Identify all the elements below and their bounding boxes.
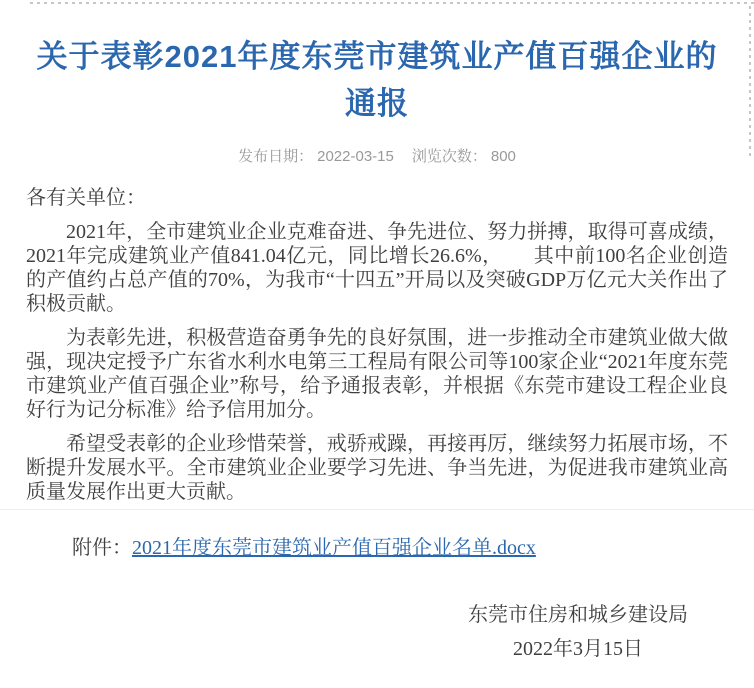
notice-body (26, 186, 728, 504)
paragraph-2: 为表彰先进，积极营造奋勇争先的良好氛围，进一步推动全市建筑业做大做强，现决定授予广东省水利水电第三工程局有限公司等100家企业“2021年度东莞市建筑业产值百强企业”称号，给予通报表彰，并根据《东莞市建设工程企业良好行为记分标准》给予信用加分。 (26, 326, 728, 421)
paragraph-3: 希望受表彰的企业珍惜荣誉，戒骄戒躁，再接再厉，继续努力拓展市场，不断提升发展水平。全市建筑业企业要学习先进、争当先进，为促进我市建筑业高质量发展作出更大贡献。 (26, 432, 728, 503)
attachment-link[interactable]: 2021年度东莞市建筑业产值百强企业名单.docx (132, 536, 536, 559)
salutation: 各有关单位： (26, 186, 146, 209)
attachment-row (26, 535, 728, 561)
publish-date-label: 发布日期： (238, 147, 314, 165)
signature-block (26, 603, 728, 661)
right-dashed-border (749, 6, 751, 156)
page-title-line-2: 通报 (345, 86, 409, 121)
signature-agency: 东莞市住房和城乡建设局 (468, 603, 688, 626)
signature-inner (468, 603, 688, 661)
section-divider (0, 509, 754, 510)
meta-line (26, 148, 728, 166)
page-title (26, 33, 728, 127)
page-title-line-1: 关于表彰2021年度东莞市建筑业产值百强企业的 (36, 39, 718, 74)
publish-date-value: 2022-03-15 (317, 147, 394, 165)
views-label: 浏览次数： (411, 147, 487, 165)
notice-content (0, 33, 754, 661)
views-value: 800 (490, 147, 516, 165)
top-dashed-border (30, 2, 754, 4)
paragraph-1: 2021年，全市建筑业企业克难奋进、争先进位、努力拼搏，取得可喜成绩，2021年完成建筑业产值841.04亿元，同比增长26.6%， 其中前100名企业创造的产值约占总产值的70%，为我市“十四五”开局以及突破GDP万亿元大关作出了积极贡献。 (26, 220, 728, 315)
attachment-label: 附件： (72, 536, 132, 559)
signature-date: 2022年3月15日 (513, 637, 643, 660)
